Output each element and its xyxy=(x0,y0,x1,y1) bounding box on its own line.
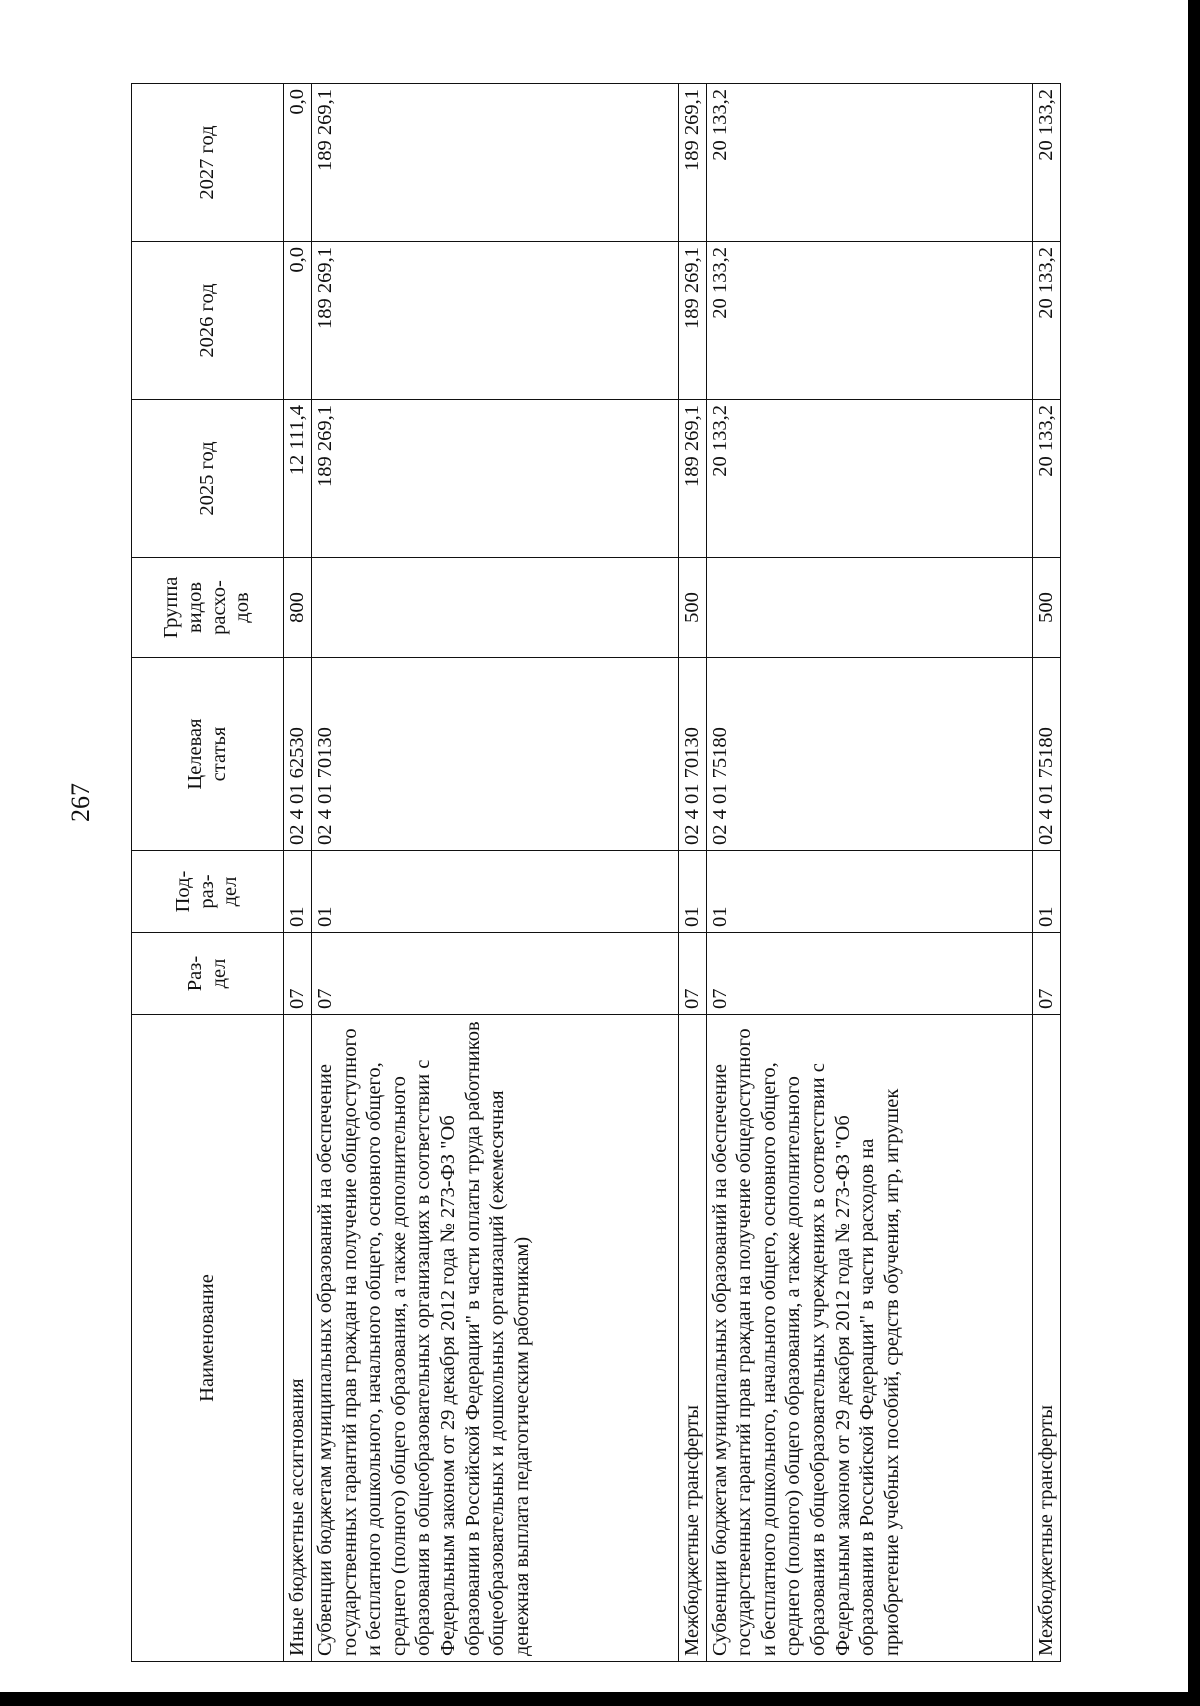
row-expense-group: 500 xyxy=(1033,558,1061,658)
row-name: Субвенции бюджетам муниципальных образований на обеспечение государственных гарантий прав граждан на получение общедоступного и бесплатного дошкольного, начального общего, основного общего, среднего (полного) общего образования, а также дополнительного образования в общеобразовательных учреждениях в соответствии с Федеральным законом от 29 декабря 2012 года № 273-ФЗ "Об образовании в Российской Федерации" в части расходов на приобретение учебных пособий, средств обучения, игр, игрушек xyxy=(706,1015,1032,1662)
table-row xyxy=(284,84,312,1662)
header-subsection xyxy=(132,851,284,933)
row-section: 07 xyxy=(284,933,312,1015)
row-target-article: 02 4 01 75180 xyxy=(1033,658,1061,851)
row-2027: 20 133,2 xyxy=(706,84,1032,242)
row-subsection: 01 xyxy=(312,851,679,933)
row-subsection: 01 xyxy=(706,851,1032,933)
row-2025: 189 269,1 xyxy=(678,400,706,558)
row-2025: 189 269,1 xyxy=(312,400,679,558)
row-2026: 189 269,1 xyxy=(312,242,679,400)
row-2027: 20 133,2 xyxy=(1033,84,1061,242)
row-2026: 20 133,2 xyxy=(1033,242,1061,400)
row-expense-group: 800 xyxy=(284,558,312,658)
row-expense-group xyxy=(706,558,1032,658)
row-2025: 12 111,4 xyxy=(284,400,312,558)
row-2026: 20 133,2 xyxy=(706,242,1032,400)
row-section: 07 xyxy=(312,933,679,1015)
header-section-text: Раз- дел xyxy=(183,955,230,992)
row-section: 07 xyxy=(678,933,706,1015)
header-name: Наименование xyxy=(132,1015,284,1662)
row-target-article: 02 4 01 62530 xyxy=(284,658,312,851)
row-2026: 189 269,1 xyxy=(678,242,706,400)
table-row xyxy=(678,84,706,1662)
table-row xyxy=(312,84,679,1662)
header-2026: 2026 год xyxy=(132,242,284,400)
header-expense-group xyxy=(132,558,284,658)
table-row xyxy=(706,84,1032,1662)
header-section xyxy=(132,933,284,1015)
header-2025: 2025 год xyxy=(132,400,284,558)
row-section: 07 xyxy=(1033,933,1061,1015)
page-number: 267 xyxy=(66,783,95,822)
header-2027: 2027 год xyxy=(132,84,284,242)
row-2027: 189 269,1 xyxy=(312,84,679,242)
row-name: Субвенции бюджетам муниципальных образований на обеспечение государственных гарантий прав граждан на получение общедоступного и бесплатного дошкольного, начального общего, основного общего, среднего (полного) общего образования, а также дополнительного образования в общеобразовательных организациях в соответствии с Федеральным законом от 29 декабря 2012 года № 273-ФЗ "Об образовании в Российской Федерации" в части оплаты труда работников общеобразовательных и дошкольных организаций (ежемесячная денежная выплата педагогическим работникам) xyxy=(312,1015,679,1662)
row-2026: 0,0 xyxy=(284,242,312,400)
budget-table-container xyxy=(131,84,1061,1662)
scan-edge-bottom xyxy=(0,1692,1200,1706)
row-2027: 0,0 xyxy=(284,84,312,242)
row-2025: 20 133,2 xyxy=(1033,400,1061,558)
row-name: Межбюджетные трансферты xyxy=(1033,1015,1061,1662)
row-section: 07 xyxy=(706,933,1032,1015)
row-subsection: 01 xyxy=(678,851,706,933)
scan-edge-right xyxy=(1188,0,1200,1706)
row-target-article: 02 4 01 70130 xyxy=(678,658,706,851)
row-target-article: 02 4 01 70130 xyxy=(312,658,679,851)
row-subsection: 01 xyxy=(1033,851,1061,933)
budget-table xyxy=(131,83,1061,1662)
row-2027: 189 269,1 xyxy=(678,84,706,242)
header-target-article xyxy=(132,658,284,851)
header-row xyxy=(132,84,284,1662)
header-expense-group-text: Группа видов расхо- дов xyxy=(160,576,254,639)
row-name: Межбюджетные трансферты xyxy=(678,1015,706,1662)
row-name: Иные бюджетные ассигнования xyxy=(284,1015,312,1662)
row-expense-group xyxy=(312,558,679,658)
row-target-article: 02 4 01 75180 xyxy=(706,658,1032,851)
header-target-article-text: Целевая статья xyxy=(183,718,230,790)
table-row xyxy=(1033,84,1061,1662)
header-subsection-text: Под- раз- дел xyxy=(172,870,242,913)
row-expense-group: 500 xyxy=(678,558,706,658)
row-subsection: 01 xyxy=(284,851,312,933)
row-2025: 20 133,2 xyxy=(706,400,1032,558)
